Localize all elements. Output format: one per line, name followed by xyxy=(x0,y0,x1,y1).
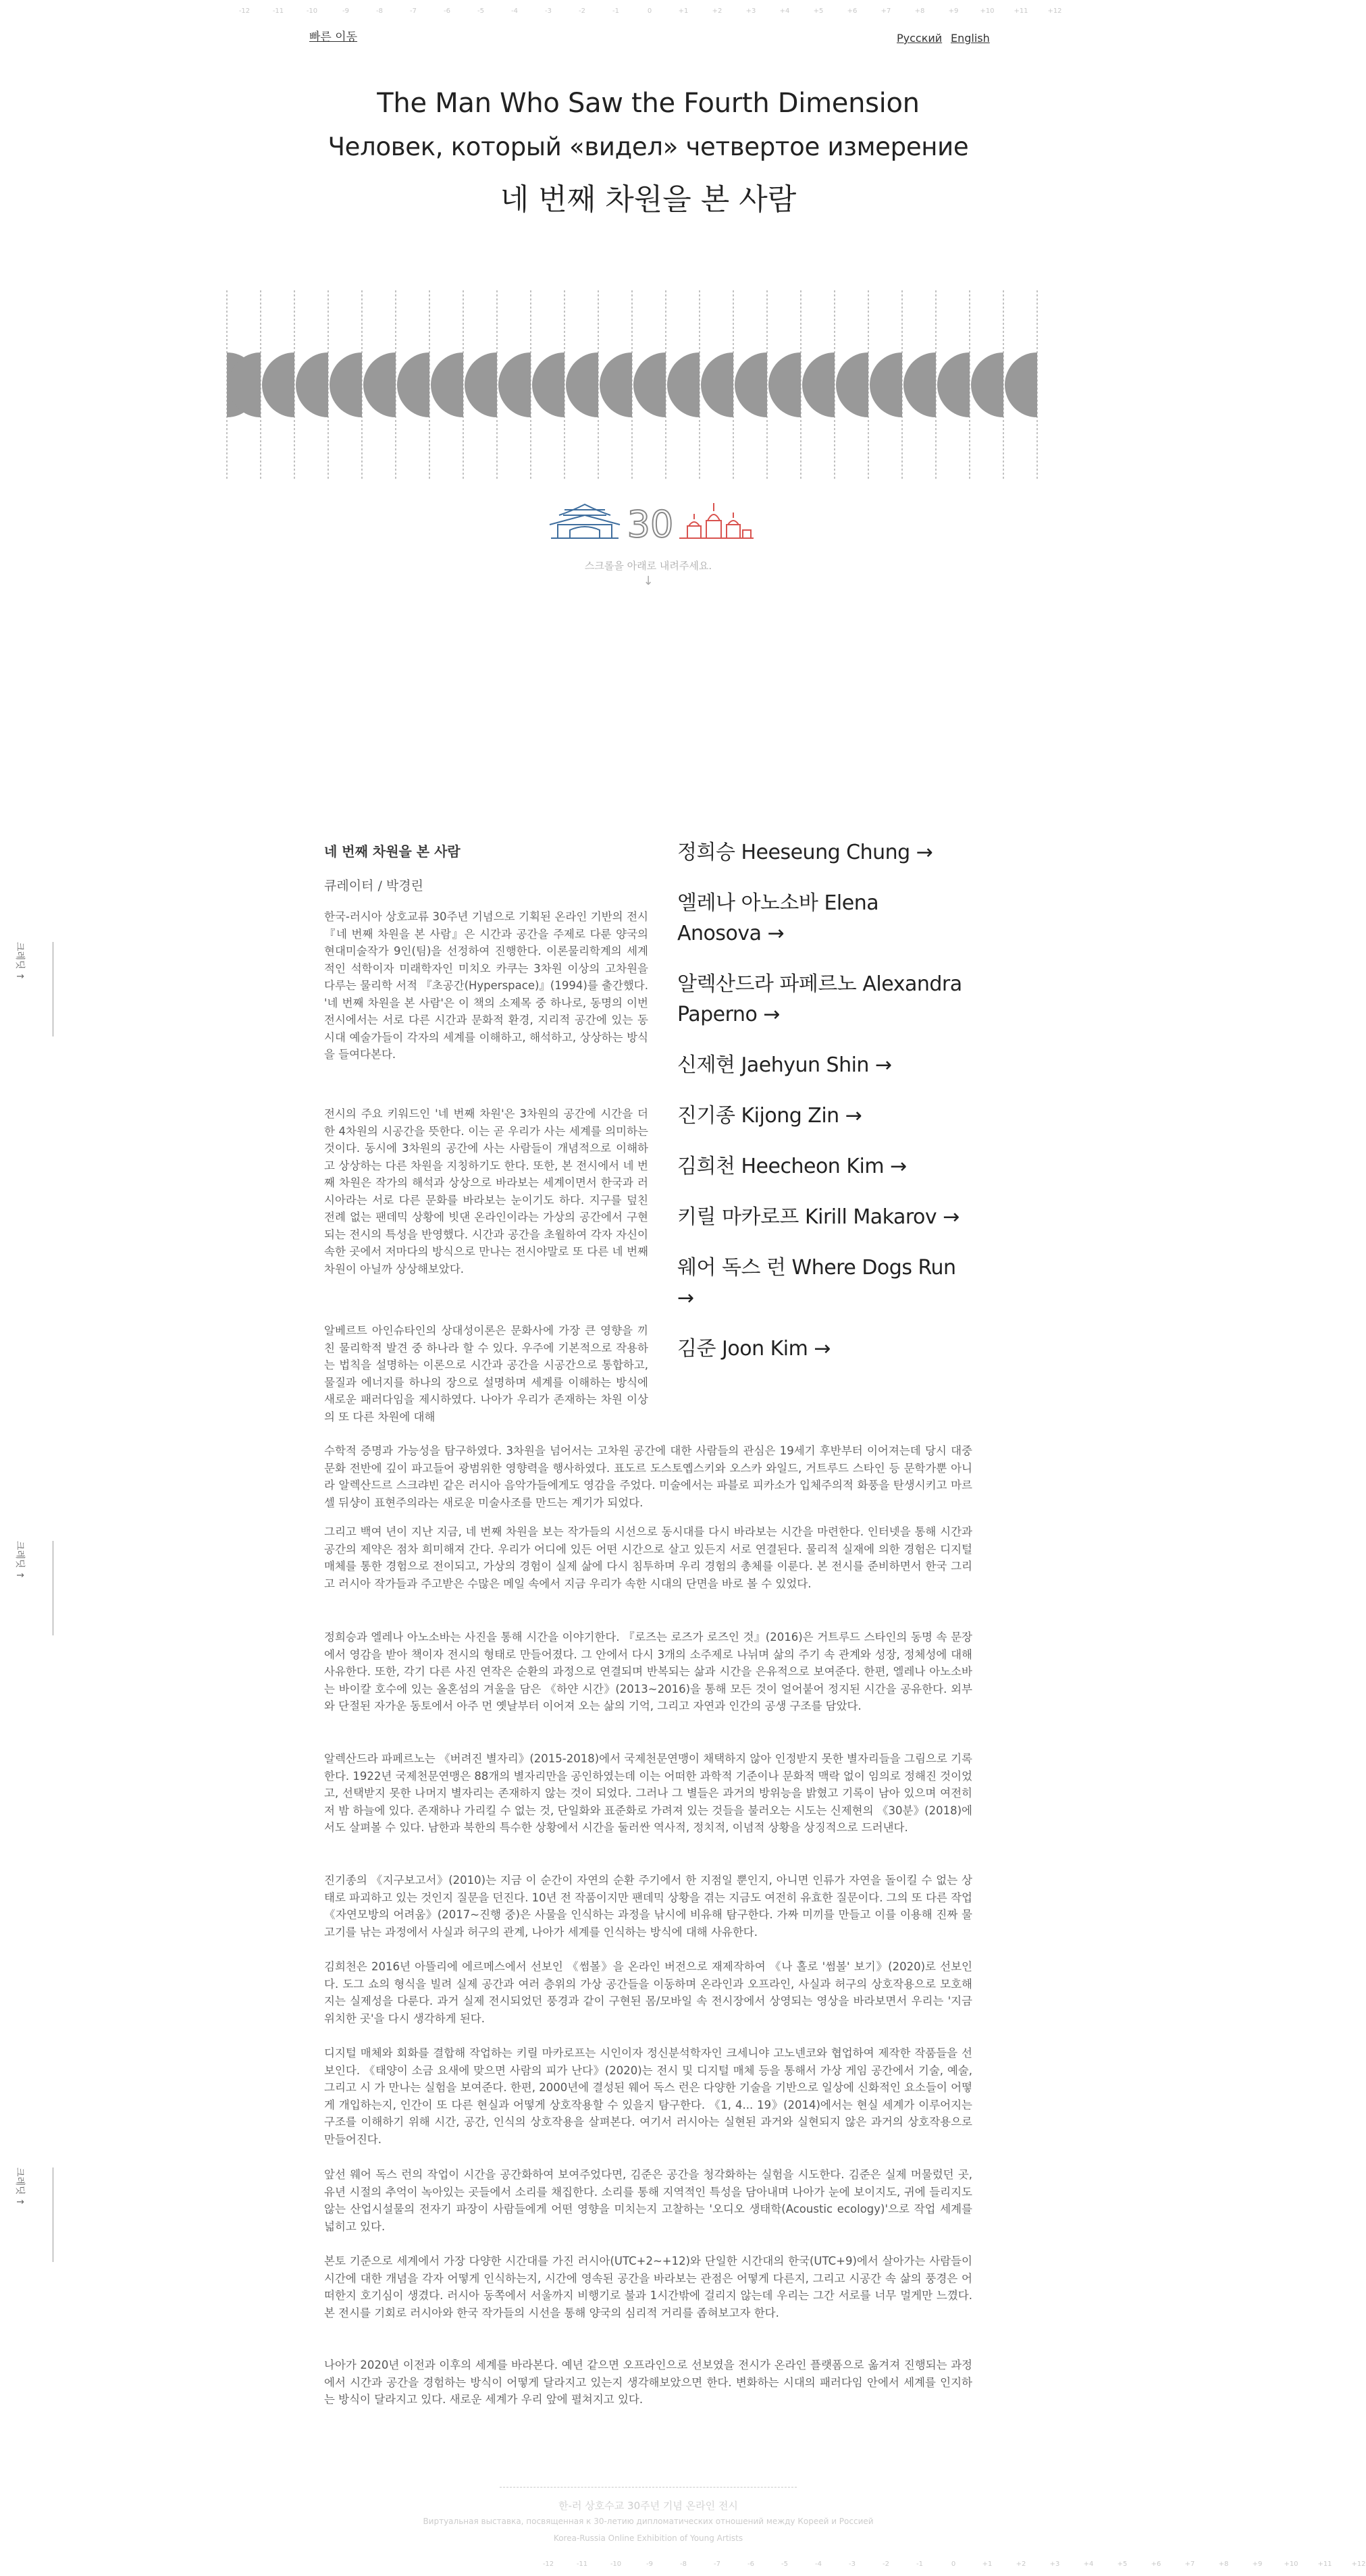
ruler-tick-label: -11 xyxy=(576,2560,588,2568)
ruler-tick-label: -2 xyxy=(883,2560,889,2568)
ruler-tick-label: +1 xyxy=(982,2560,993,2568)
ruler-tick-label: -6 xyxy=(444,7,450,15)
ruler-tick-label: -11 xyxy=(272,7,284,15)
arrow-up-icon: ↑ xyxy=(14,972,25,980)
article-paragraph: 전시의 주요 키워드인 '네 번째 차원'은 3차원의 공간에 시간을 더한 4차원의 시공간을 뜻한다. 이는 곧 우리가 사는 세계를 의미하는 것이다. 동시에 3차원의 공간에 사는 사람들이 개념적으로 이해하고 상상하는 다른 차원을 지칭하기도 한다. 또한, 본 전시에서 네 번째 차원은 작가의 해석과 상상으로 바라보는 세계이면서 한국과 러시아라는 서로 다른 문화를 바라보는 눈이기도 하다. 지구를 덮친 전례 없는 팬데믹 상황에 빗댄 온라인이라는 가상의 공간에서 구현되는 전시의 특성을 반영했다. 시간과 공간을 초월하여 각자 자신이 속한 곳에서 저마다의 방식으로 만나는 전시야말로 또 다른 네 번째 차원이 아닐까 상상해보았다. xyxy=(324,1107,648,1276)
ruler-tick-label: +1 xyxy=(678,7,689,15)
ruler-tick-label: -3 xyxy=(849,2560,856,2568)
arrow-up-icon: ↑ xyxy=(14,2198,25,2206)
graphic-semicircle xyxy=(802,352,835,417)
footer-divider xyxy=(500,2487,797,2488)
article-paragraph: 진기종의 《지구보고서》(2010)는 지금 이 순간이 자연의 순환 주기에서 한 지점일 뿐인지, 아니면 인류가 자연을 돌이킬 수 없는 상태로 파괴하고 있는 것인지 질문을 던진다. 10년 전 작품이지만 팬데믹 상황을 겪는 지금도 여전히 유효한 질문이다. 그의 또 다른 작업 《자연모방의 어려움》(2017~진행 중)은 사물을 인식하는 과정을 낚시에 비유해 탐구한다. 가짜 미끼를 만들고 이를 이용해 진짜 물고기를 낚는 과정에서 사실과 허구의 관계, 나아가 세계를 인식하는 방식에 대해 사유한다. xyxy=(324,1874,972,1939)
ruler-tick-label: +8 xyxy=(1218,2560,1229,2568)
graphic-semicircle xyxy=(667,352,700,417)
scroll-hint: 스크롤을 아래로 내려주세요. xyxy=(584,560,712,572)
credits-label[interactable]: 크레딧 ↑ xyxy=(14,2167,25,2206)
artist-link[interactable]: 엘레나 아노소바 Elena Anosova → xyxy=(677,891,879,945)
ruler-tick-label: +9 xyxy=(948,7,959,15)
ruler-tick-label: +10 xyxy=(980,7,995,15)
ruler-tick-label: +12 xyxy=(1047,7,1062,15)
artist-link[interactable]: 키릴 마카로프 Kirill Makarov → xyxy=(677,1205,960,1229)
ruler-tick-label: -7 xyxy=(410,7,417,15)
artist-link[interactable]: 알렉산드라 파페르노 Alexandra Paperno → xyxy=(677,972,962,1026)
graphic-semicircle xyxy=(633,352,666,417)
ruler-tick-label: -10 xyxy=(610,2560,622,2568)
graphic-semicircle xyxy=(701,352,733,417)
artist-link[interactable]: 신제현 Jaehyun Shin → xyxy=(677,1053,892,1077)
arrow-right-icon: → xyxy=(890,1155,907,1178)
ruler-tick-label: -3 xyxy=(545,7,552,15)
graphic-semicircle xyxy=(262,352,294,417)
article-paragraph: 디지털 매체와 회화를 결합해 작업하는 키릴 마카로프는 시인이자 정신분석학자인 크세니야 고노넨코와 협업하여 제작한 작품들을 선보인다. 《태양이 소금 요새에 맞으면 사람의 피가 난다》(2020)는 전시 및 디지털 매체 등을 통해서 가상 게임 공간에서 기술, 예술, 그리고 시 가 만나는 실험을 보여준다. 한편, 2000년에 결성된 웨어 독스 런은 다양한 기술을 기반으로 일상에 신화적인 요소들이 어떻게 개입하는지, 인간이 또 다른 현실과 어떻게 상호작용할 수 있을지 탐구한다. 《1, 4... 19》(2014)에서는 현실 세계가 이루어지는 구조를 이해하기 위해 시간, 공간, 인식의 상호작용을 살펴본다. 여기서 러시아는 실현된 과거와 실현되지 않은 과거의 상호작용으로 만들어진다. xyxy=(324,2047,972,2146)
graphic-semicircle xyxy=(870,352,902,417)
graphic-semicircle xyxy=(397,352,429,417)
kremlin-icon xyxy=(679,503,754,538)
ruler-tick-label: -7 xyxy=(714,2560,720,2568)
article-paragraph: 알렉산드라 파페르노는 《버려진 별자리》(2015-2018)에서 국제천문연맹이 채택하지 않아 인정받지 못한 별자리들을 그림으로 기록한다. 1922년 국제천문연맹은 88개의 별자리만을 공인하였는데 이는 어떠한 과학적 기준이나 문화적 맥락 없이 임의로 정해진 것이었고, 선택받지 못한 나머지 별자리는 존재하지 않는 것이 되었다. 그러나 그 별들은 과거의 방위능을 밝혔고 기록이 남아 있으며 여전히 저 밤 하늘에 있다. 존재하나 가리킬 수 없는 것, 단일화와 표준화로 가려져 있는 것들을 불러오는 시도는 신제현의 《30분》(2018)에서도 살펴볼 수 있다. 남한과 북한의 특수한 상황에서 시간을 둘러싼 역사적, 정치적, 이념적 상황을 상징적으로 드러낸다. xyxy=(324,1752,972,1834)
ruler-tick-label: +11 xyxy=(1014,7,1028,15)
top-ruler xyxy=(0,4,1296,18)
graphic-semicircle xyxy=(971,352,1003,417)
graphic-semicircle xyxy=(566,352,598,417)
ruler-tick-label: 0 xyxy=(951,2560,956,2568)
title-korean: 네 번째 차원을 본 사람 xyxy=(500,182,797,217)
credits-label[interactable]: 크레딧 ↑ xyxy=(14,942,25,980)
ruler-tick-label: +7 xyxy=(1184,2560,1195,2568)
ruler-tick-label: -6 xyxy=(747,2560,754,2568)
lang-russian-link[interactable]: Русский xyxy=(897,32,943,45)
arrow-right-icon: → xyxy=(916,841,933,864)
ruler-tick-label: +3 xyxy=(745,7,756,15)
ruler-tick-label: -5 xyxy=(477,7,484,15)
ruler-tick-label: 0 xyxy=(647,7,652,15)
ruler-tick-label: +4 xyxy=(779,7,790,15)
artist-list xyxy=(677,837,968,1364)
ruler-tick-label: +4 xyxy=(1083,2560,1094,2568)
arrow-up-icon: ↑ xyxy=(14,1571,25,1579)
graphic-semicircle xyxy=(1005,352,1037,417)
ruler-tick-label: -1 xyxy=(916,2560,923,2568)
credits-label[interactable]: 크레딧 ↑ xyxy=(14,1541,25,1579)
graphic-semicircle xyxy=(903,352,936,417)
graphic-semicircle xyxy=(330,352,362,417)
ruler-tick-label: -10 xyxy=(306,7,318,15)
article-paragraph: 나아가 2020년 이전과 이후의 세계를 바라본다. 예년 같으면 오프라인으로 선보였을 전시가 온라인 플랫폼으로 옮겨져 진행되는 과정에서 시간과 공간을 경험하는 방식이 어떻게 달라지고 있는지 생각해보았으면 한다. 변화하는 시대의 패러다임 안에서 세계를 인지하는 방식이 달라지고 있다. 새로운 세계가 우리 앞에 펼쳐지고 있다. xyxy=(324,2359,972,2406)
article-paragraph: 본토 기준으로 세계에서 가장 다양한 시간대를 가진 러시아(UTC+2~+12)와 단일한 시간대의 한국(UTC+9)에서 살아가는 사람들이 시간에 대한 개념을 각자 어떻게 인식하는지, 시간에 영속된 공간을 바라보는 관점은 어떻게 다른지, 그리고 시공간 속 삶의 풍경은 어떠한지 호기심이 생겼다. 러시아 동쪽에서 서울까지 비행기로 불과 1시간밖에 걸리지 않는데 우리는 그간 서로를 너무 멀게만 느꼈다. 본 전시를 기회로 러시아와 한국 작가들의 시선을 통해 양국의 심리적 거리를 좁혀보고자 한다. xyxy=(324,2255,972,2319)
ruler-tick-label: -2 xyxy=(579,7,585,15)
footer-title-english: Korea-Russia Online Exhibition of Young Artists xyxy=(553,2533,743,2543)
article-paragraph: 앞선 웨어 독스 런의 작업이 시간을 공간화하여 보여주었다면, 김준은 공간을 청각화하는 실험을 시도한다. 김준은 실제 머물렀던 곳, 유년 시절의 추억이 녹아있는 곳들에서 소리를 채집한다. 소리를 통해 지역적인 특성을 담아내며 나아가 눈에 보이지도, 귀에 들리지도 않는 산업시설물의 전자기 파장이 사람들에게 어떤 영향을 미치는지 고찰하는 '오디오 생태학(Acoustic ecology)'으로 작업 세계를 넓히고 있다. xyxy=(324,2168,972,2233)
ruler-tick-label: +3 xyxy=(1049,2560,1060,2568)
graphic-semicircle xyxy=(431,352,463,417)
ruler-tick-label: -1 xyxy=(612,7,619,15)
ruler-tick-label: +2 xyxy=(1016,2560,1026,2568)
quick-nav-link[interactable]: 빠른 이동 xyxy=(309,30,358,44)
ruler-tick-label: +11 xyxy=(1317,2560,1332,2568)
graphic-semicircle xyxy=(735,352,767,417)
artist-link[interactable]: 진기종 Kijong Zin → xyxy=(677,1104,862,1128)
graphic-semicircle xyxy=(937,352,970,417)
fourth-dimension-graphic xyxy=(226,290,1070,479)
ruler-tick-label: +10 xyxy=(1284,2560,1298,2568)
artist-link[interactable]: 김희천 Heecheon Kim → xyxy=(677,1155,907,1178)
artist-link[interactable]: 정희승 Heeseung Chung → xyxy=(677,841,933,864)
ruler-tick-label: +8 xyxy=(914,7,925,15)
ruler-tick-label: -4 xyxy=(815,2560,822,2568)
ruler-tick-label: -12 xyxy=(238,7,251,15)
footer-title-russian: Виртуальная выставка, посвященная к 30-летию дипломатических отношений между Кореей и Россией xyxy=(423,2517,874,2526)
article-paragraph: 그리고 백여 년이 지난 지금, 네 번째 차원을 보는 작가들의 시선으로 동시대를 다시 바라보는 시간을 마련한다. 인터넷을 통해 시간과 공간의 제약은 점차 희미해져 간다. 우리가 어디에 있든 어떤 시간으로 살고 있든지 서로 연결된다. 물리적 실재에 의한 경험은 디지털 매체를 통한 경험으로 전이되고, 가상의 경험이 실제 삶에 다시 침투하며 우리 경험의 총체를 이룬다. 본 전시를 준비하면서 한국 그리고 러시아 작가들과 주고받은 수많은 메일 속에서 지금 우리가 속한 시대의 단면을 바로 볼 수 있었다. xyxy=(324,1525,972,1590)
article-paragraph: 한국-러시아 상호교류 30주년 기념으로 기획된 온라인 기반의 전시 『네 번째 차원을 본 사람』은 시간과 공간을 주제로 다룬 양국의 현대미술작가 9인(팀)을 선정하여 진행한다. 이론물리학계의 세계적인 석학이자 미래학자인 미치오 카쿠는 3차원 이상의 고차원을 다루는 물리학 서적 『초공간(Hyperspace)』(1994)를 출간했다. '네 번째 차원을 본 사람'은 이 책의 소제목 중 하나로, 동명의 이번 전시에서는 서로 다른 시간과 문화적 환경, 지리적 공간에 있는 동시대 예술가들이 각자의 세계를 이해하고, 해석하고, 상상하는 방식을 들여다본다. xyxy=(324,910,648,1061)
article-paragraph: 김희천은 2016년 아뜰리에 에르메스에서 선보인 《썸볼》을 온라인 버전으로 재제작하여 《나 홀로 '썸볼' 보기》(2020)로 선보인다. 도그 쇼의 형식을 빌려 실제 공간과 여러 층위의 가상 공간들을 이동하며 온라인과 오프라인, 사실과 허구의 상호작용으로 모호해지는 실제성을 다룬다. 과거 실제 전시되었던 풍경과 같이 구현된 몸/모바일 속 전시장에서 상영되는 영상을 바라보면서 우리는 '지금 위치한 곳'을 다시 생각하게 된다. xyxy=(324,1960,972,2025)
bottom-ruler xyxy=(0,2557,1366,2571)
arrow-right-icon: → xyxy=(767,922,785,945)
arrow-right-icon: → xyxy=(874,1053,892,1077)
lang-english-link[interactable]: English xyxy=(951,32,990,45)
ruler-tick-label: -4 xyxy=(511,7,518,15)
page-title-block xyxy=(0,88,1296,218)
ruler-tick-label: +5 xyxy=(1117,2560,1128,2568)
ruler-tick-label: +2 xyxy=(712,7,723,15)
graphic-semicircle xyxy=(532,352,564,417)
artist-link[interactable]: 김준 Joon Kim → xyxy=(677,1337,831,1361)
arrow-right-icon: → xyxy=(943,1205,960,1229)
article-paragraph: 정희승과 엘레나 아노소바는 사진을 통해 시간을 이야기한다. 『로즈는 로즈가 로즈인 것』(2016)은 거트루드 스타인의 동명 속 문장에서 영감을 받아 책이자 전시의 형태로 만들어졌다. 그 안에서 다시 3개의 소주제로 나뉘며 삶의 주기 속 관계와 성장, 정체성에 대해 사유한다. 또한, 각기 다른 사진 연작은 순환의 과정으로 연결되며 반복되는 삶과 시간을 은유적으로 보여준다. 한편, 엘레나 아노소바는 바이칼 호수에 있는 올혼섬의 겨울을 담은 《하얀 시간》(2013~2016)을 통해 모든 것이 얼어붙어 정지된 시간을 공유한다. 외부와 단절된 자가운 동토에서 아주 먼 옛날부터 이어져 오는 삶의 기억, 그리고 자연과 인간의 공생 구조를 담았다. xyxy=(324,1631,972,1712)
arrow-right-icon: → xyxy=(845,1104,862,1128)
article-paragraph: 알베르트 아인슈타인의 상대성이론은 문화사에 가장 큰 영향을 끼친 물리학적 발견 중 하나라 할 수 있다. 우주에 기본적으로 작용하는 법칙을 설명하는 이론으로 시간과 공간을 시공간으로 통합하고, 물질과 에너지를 하나의 장으로 설명하며 세계를 이해하는 방식에 새로운 패러다임을 제시하였다. 나아가 우리가 존재하는 차원 이상의 또 다른 차원에 대해 xyxy=(324,1324,648,1423)
title-russian: Человек, который «видел» четвертое измерение xyxy=(327,132,969,161)
ruler-tick-label: -8 xyxy=(376,7,383,15)
ruler-tick-label: -9 xyxy=(646,2560,653,2568)
korean-palace-icon xyxy=(550,504,620,538)
ruler-tick-label: +5 xyxy=(813,7,824,15)
arrow-down-icon: ↓ xyxy=(643,574,654,588)
artist-link[interactable]: 웨어 독스 런 Where Dogs Run → xyxy=(677,1256,956,1310)
graphic-semicircle xyxy=(768,352,801,417)
arrow-right-icon: → xyxy=(814,1337,831,1361)
graphic-semicircle xyxy=(465,352,497,417)
article-curator: 큐레이터 / 박경린 xyxy=(324,878,423,893)
article-title: 네 번째 차원을 본 사람 xyxy=(324,843,461,860)
article-paragraph: 수학적 증명과 가능성을 탐구하였다. 3차원을 넘어서는 고차원 공간에 대한 사람들의 관심은 19세기 후반부터 이어져는데 당시 대중문화 전반에 깊이 파고들어 광범위한 영향력을 행사하였다. 표도르 도스토옙스키와 오스카 와일드, 거트루드 스타인 등 문학가뿐 아니라 알렉산드르 스크랴빈 같은 러시아 음악가들에게도 영감을 주었다. 미술에서는 파블로 피카소가 입체주의적 화풍을 탄생시키고 마르셀 뒤샹이 표현주의라는 새로운 미술사조를 만드는 계기가 되었다. xyxy=(324,1444,972,1509)
ruler-tick-label: -8 xyxy=(680,2560,687,2568)
ruler-tick-label: -12 xyxy=(542,2560,554,2568)
logo-number: 30 xyxy=(627,503,674,546)
ruler-tick-label: +7 xyxy=(881,7,891,15)
arrow-right-icon: → xyxy=(763,1003,780,1026)
graphic-semicircle xyxy=(296,352,328,417)
graphic-semicircle xyxy=(836,352,868,417)
graphic-semicircle xyxy=(363,352,396,417)
title-english: The Man Who Saw the Fourth Dimension xyxy=(377,88,920,119)
anniversary-logo xyxy=(544,498,756,545)
footer-title-korean: 한-러 상호수교 30주년 기념 온라인 전시 xyxy=(558,2500,738,2512)
arrow-right-icon: → xyxy=(677,1286,694,1310)
graphic-semicircle xyxy=(600,352,632,417)
ruler-tick-label: +9 xyxy=(1252,2560,1263,2568)
ruler-tick-label: +6 xyxy=(847,7,858,15)
ruler-tick-label: +12 xyxy=(1351,2560,1366,2568)
graphic-semicircle xyxy=(498,352,531,417)
ruler-tick-label: -5 xyxy=(781,2560,788,2568)
ruler-tick-label: +6 xyxy=(1151,2560,1161,2568)
ruler-tick-label: -9 xyxy=(342,7,349,15)
